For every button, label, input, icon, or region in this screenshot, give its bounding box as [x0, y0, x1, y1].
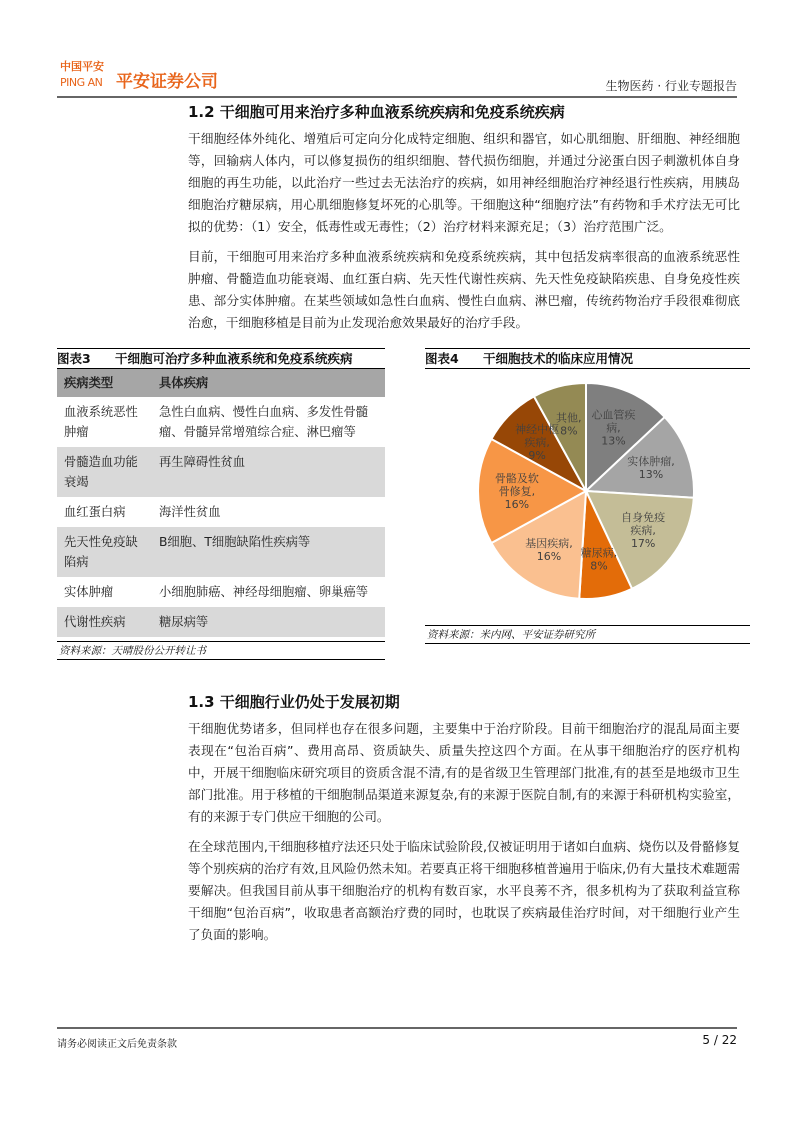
disclaimer: 请务必阅读正文后免责条款	[57, 1039, 177, 1050]
logo-cn: 中国平安	[60, 60, 104, 73]
cell: 糖尿病等	[152, 607, 385, 637]
report-type: 生物医药 · 行业专题报告	[605, 79, 737, 93]
header-cell: 疾病类型	[57, 369, 152, 397]
pie-label: 实体肿瘤, 13%	[627, 455, 675, 482]
cell: B细胞、T细胞缺陷性疾病等	[152, 527, 385, 577]
pie-chart	[425, 369, 750, 625]
header-cell: 具体疾病	[152, 369, 385, 397]
cell: 急性白血病、慢性白血病、多发性骨髓瘤、骨髓异常增殖综合症、淋巴瘤等	[159, 405, 369, 439]
figure-4-pie	[425, 348, 750, 644]
pie-label: 基因疾病, 16%	[525, 536, 573, 563]
cell: 骨髓造血功能衰竭	[57, 447, 152, 497]
figure-3-table	[57, 348, 385, 660]
table-row	[57, 577, 385, 607]
cell: 血液系统恶性肿瘤	[64, 405, 138, 439]
pie-label: 糖尿病, 8%	[580, 546, 618, 573]
cell: 再生障碍性贫血	[152, 447, 385, 497]
main-content	[0, 100, 793, 954]
figure-source: 资料来源：米内网、平安证券研究所	[425, 625, 750, 644]
pie-label: 骨骼及软骨修复, 16%	[494, 472, 539, 511]
header-divider	[57, 96, 737, 98]
cell: 代谢性疾病	[57, 607, 152, 637]
table-row	[57, 397, 385, 447]
pie-label: 其他, 8%	[556, 411, 582, 438]
table-row	[57, 607, 385, 637]
cell: 先天性免疫缺陷病	[57, 527, 152, 577]
table-row	[57, 527, 385, 577]
figure-caption: 图表4 干细胞技术的临床应用情况	[425, 349, 750, 369]
paragraph: 目前，干细胞可用来治疗多种血液系统疾病和免疫系统疾病，其中包括发病率很高的血液系统恶性肿瘤、骨髓造血功能衰竭、血红蛋白病、先天性代谢性疾病、先天性免疫缺陷疾患、自身免疫性疾患、部分实体肿瘤。在某些领域如急性白血病、慢性白血病、淋巴瘤，传统药物治疗手段很难彻底治愈，干细胞移植是目前为止发现治愈效果最好的治疗手段。	[188, 249, 740, 330]
figure-source: 资料来源：天晴股份公开转让书	[57, 641, 385, 660]
pie-label: 自身免疫疾病, 17%	[621, 510, 666, 550]
cell: 小细胞肺癌、神经母细胞瘤、卵巢癌等	[159, 585, 369, 599]
company-name: 平安证券公司	[116, 72, 218, 92]
footer-divider	[57, 1027, 737, 1029]
paragraph: 在全球范围内,干细胞移植疗法还只处于临床试验阶段,仅被证明用于诸如白血病、烧伤以及骨骼修复等个别疾病的治疗有效,且风险仍然未知。若要真正将干细胞移植普遍用于临床,仍有大量技术难题需要解决。但我国目前从事干细胞治疗的机构有数百家，水平良莠不齐，很多机构为了获取利益宣称干细胞“包治百病”，收取患者高额治疗费的同时，也耽误了疾病最佳治疗时间，对干细胞行业产生了负面的影响。	[188, 839, 740, 942]
pie-label: 神经中枢疾病, 9%	[515, 423, 560, 463]
section-title-1-2: 1.2 干细胞可用来治疗多种血液系统疾病和免疫系统疾病	[188, 103, 565, 121]
table-row	[57, 447, 385, 497]
page-number: 5 / 22	[702, 1033, 737, 1047]
paragraph: 干细胞经体外纯化、增殖后可定向分化成特定细胞、组织和器官，如心肌细胞、肝细胞、神经细胞等，回输病人体内，可以修复损伤的组织细胞、替代损伤细胞，并通过分泌蛋白因子刺激机体自身细胞的再生功能，以此治疗一些过去无法治疗的疾病，如用神经细胞治疗神经退行性疾病，用胰岛细胞治疗糖尿病，用心肌细胞修复坏死的心肌等。干细胞这种“细胞疗法”有药物和手术疗法无可比拟的优势：（1）安全，低毒性或无毒性；（2）治疗材料来源充足；（3）治疗范围广泛。	[188, 131, 740, 234]
pie-label: 心血管疾病, 13%	[591, 408, 636, 448]
disease-table	[57, 369, 385, 637]
cell: 海洋性贫血	[159, 505, 221, 519]
cell: 实体肿瘤	[64, 585, 114, 599]
figure-caption: 图表3 干细胞可治疗多种血液系统和免疫系统疾病	[57, 349, 385, 369]
logo-en: PING AN	[60, 76, 103, 89]
figures-row	[57, 348, 750, 660]
section-title-1-3: 1.3 干细胞行业仍处于发展初期	[188, 693, 400, 711]
paragraph: 干细胞优势诸多，但同样也存在很多问题，主要集中于治疗阶段。目前干细胞治疗的混乱局面主要表现在“包治百病”、费用高昂、资质缺失、质量失控这四个方面。在从事干细胞治疗的医疗机构中，开展干细胞临床研究项目的资质含混不清,有的是省级卫生管理部门批准,有的甚至是地级市卫生部门批准。用于移植的干细胞制品渠道来源复杂,有的来源于医院自制,有的来源于科研机构实验室，有的来源于专门供应干细胞的公司。	[188, 721, 740, 824]
section-1-2	[188, 100, 740, 334]
table-row	[57, 497, 385, 527]
cell: 血红蛋白病	[64, 505, 126, 519]
section-1-3	[188, 690, 740, 946]
